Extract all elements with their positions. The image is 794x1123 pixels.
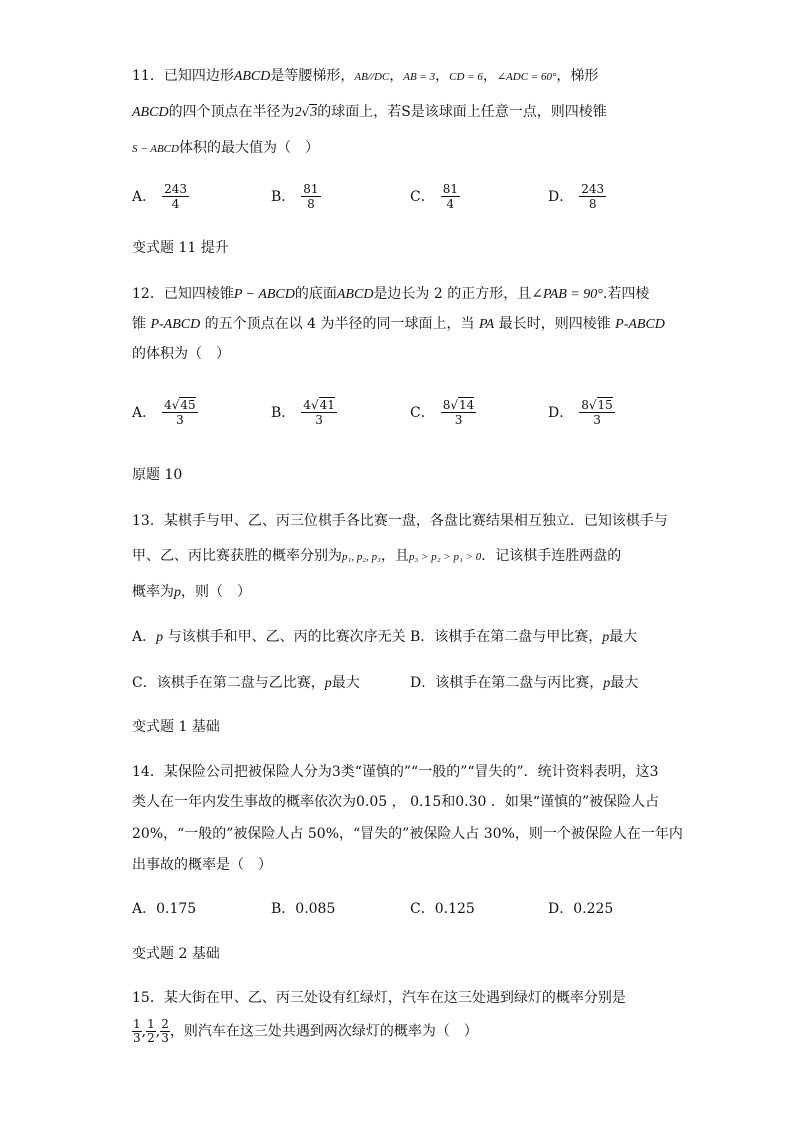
q15-fraction-2: $\frac{1}{2}$ (147, 1017, 155, 1045)
q12-option-b: B． $\frac{4√41}{3}$ (271, 398, 335, 427)
q11-option-c: C． $\frac{81}{4}$ (410, 182, 458, 211)
q15-fraction-3: $\frac{2}{3}$ (161, 1017, 169, 1045)
q14-line-2: 类人在一年内发生事故的概率依次为0.05 ， 0.15和0.30 ．如果“谨慎的”被保险人占 (132, 794, 660, 810)
q13-line-1: 13．某棋手与甲、乙、丙三位棋手各比赛一盘，各盘比赛结果相互独立．已知该棋手与 (132, 513, 668, 529)
q13-option-d: D．该棋手在第二盘与丙比赛，p最大 (410, 675, 639, 691)
q13-option-b: B．该棋手在第二盘与甲比赛，p最大 (410, 629, 638, 645)
q11-line-2: ABCD的四个顶点在半径为2√3的球面上，若S是该球面上任意一点，则四棱锥 (132, 104, 607, 120)
section-heading-3: 变式题 1 基础 (132, 719, 220, 735)
q14-option-a: A．0.175 (132, 901, 197, 917)
q12-line-3: 的体积为（ ） (132, 346, 230, 362)
q13-option-c: C．该棋手在第二盘与乙比赛，p最大 (132, 675, 360, 691)
q11-option-d: D． $\frac{243}{8}$ (548, 182, 605, 211)
section-heading-1: 变式题 11 提升 (132, 240, 229, 256)
q12-option-a: A． $\frac{4√45}{3}$ (132, 398, 196, 427)
q12-option-c: C． $\frac{8√14}{3}$ (410, 398, 475, 427)
q12-option-d: D． $\frac{8√15}{3}$ (548, 398, 613, 427)
section-heading-4: 变式题 2 基础 (132, 946, 220, 962)
q14-line-3: 20%，“一般的”被保险人占 50%，“冒失的”被保险人占 30%，则一个被保险人在一年内 (132, 826, 683, 842)
q14-option-c: C．0.125 (410, 901, 475, 917)
q11-option-a: A． $\frac{243}{4}$ (132, 182, 188, 211)
q15-line-1: 15．某大街在甲、乙、丙三处设有红绿灯，汽车在这三处遇到绿灯的概率分别是 (132, 990, 626, 1006)
q15-line-2: $\frac{1}{3}$ , $\frac{1}{2}$ , $\frac{2}{3}$ ，则汽车在这三处共遇到两次绿灯的概率为（ ） (133, 1017, 478, 1045)
q11-line-1: 11．已知四边形ABCD是等腰梯形，AB//DC，AB = 3，CD = 6，∠ADC = 60°，梯形 (132, 68, 599, 84)
q14-line-4: 出事故的概率是（ ） (132, 857, 272, 873)
section-heading-2: 原题 10 (132, 467, 183, 483)
q14-option-d: D．0.225 (548, 901, 614, 917)
q15-fraction-1: $\frac{1}{3}$ (133, 1017, 141, 1045)
q13-line-3: 概率为p，则（ ） (132, 584, 251, 600)
q12-line-2: 锥 P-ABCD 的五个顶点在以 4 为半径的同一球面上，当 PA 最长时，则四棱锥 P-ABCD (132, 316, 665, 332)
q11-option-b: B． $\frac{81}{8}$ (271, 182, 319, 211)
q13-line-2: 甲、乙、丙比赛获胜的概率分别为p₁, p₂, p₃，且p₃ > p₂ > p₁ > 0．记该棋手连胜两盘的 (132, 548, 622, 564)
q12-line-1: 12．已知四棱锥P − ABCD的底面ABCD是边长为 2 的正方形，且∠PAB = 90°.若四棱 (132, 286, 650, 302)
q13-option-a: A．p 与该棋手和甲、乙、丙的比赛次序无关 (132, 629, 406, 645)
q11-line-3: S − ABCD体积的最大值为（ ） (132, 140, 319, 156)
q14-option-b: B．0.085 (271, 901, 336, 917)
q14-line-1: 14．某保险公司把被保险人分为3类“谨慎的”“一般的”“冒失的”．统计资料表明，这3 (132, 764, 659, 780)
